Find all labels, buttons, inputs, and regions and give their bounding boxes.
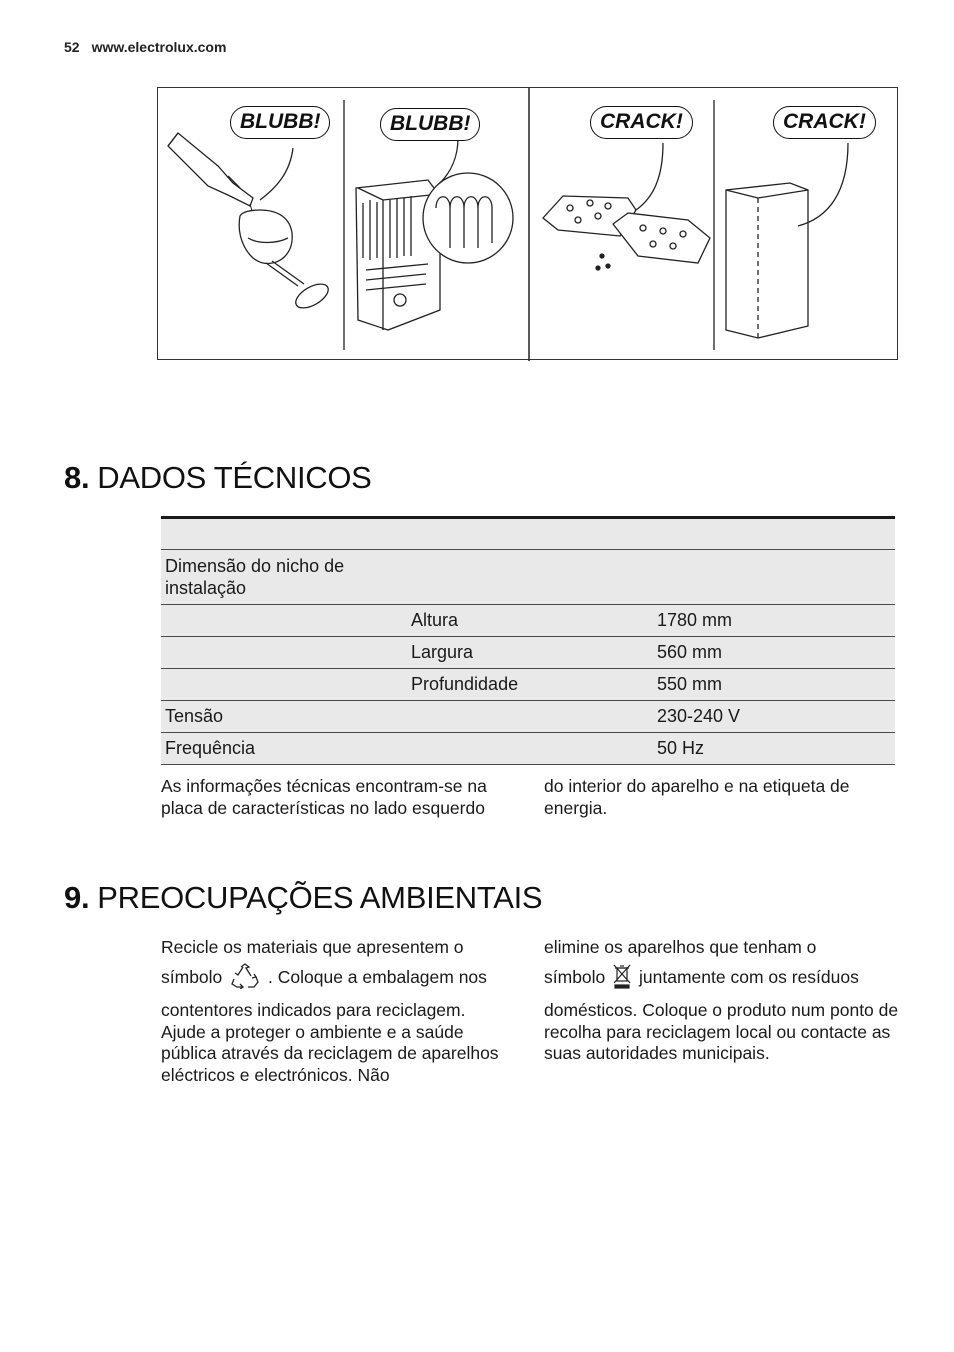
page-header (64, 39, 226, 55)
table-row (161, 550, 895, 605)
crossed-bin-icon (613, 963, 631, 995)
env-col1-line1: Recicle os materiais que apresentem o (161, 937, 464, 957)
row-sub (407, 733, 653, 765)
table-row (161, 605, 895, 637)
row-sub: Altura (407, 605, 653, 637)
env-col1-line2 (161, 963, 511, 995)
env-col2-line2 (544, 963, 899, 995)
section-8-heading (64, 460, 372, 496)
section-9-heading (64, 880, 542, 916)
env-col2-line1: elimine os aparelhos que tenham o (544, 937, 817, 957)
sound-bubble-3: CRACK! (590, 106, 693, 139)
website-link[interactable]: www.electrolux.com (91, 39, 227, 55)
row-label (161, 669, 407, 701)
env-text-col1 (161, 937, 511, 1086)
row-label: Dimensão do nicho de instalação (161, 550, 407, 605)
recycle-icon (230, 963, 260, 995)
tech-note-col2: do interior do aparelho e na etiqueta de energia. (544, 776, 850, 818)
row-sub: Profundidade (407, 669, 653, 701)
row-value: 230-240 V (653, 701, 895, 733)
table-row (161, 637, 895, 669)
env-col1-rest: contentores indicados para reciclagem. Ajude a proteger o ambiente e a saúde pública através da reciclagem de aparelhos eléctricos e electrónicos. Não (161, 1000, 499, 1085)
section-9-number: 9. (64, 880, 90, 915)
sound-bubble-1: BLUBB! (230, 106, 330, 139)
noise-illustration (157, 87, 898, 360)
env-col2-before-icon: símbolo (544, 966, 606, 987)
table-row (161, 733, 895, 765)
table-row (161, 669, 895, 701)
row-label: Tensão (161, 701, 407, 733)
technical-data-table (161, 516, 895, 765)
row-value: 50 Hz (653, 733, 895, 765)
table-header-row (161, 518, 895, 550)
ice-tray-crack-illustration (543, 143, 710, 270)
row-sub (407, 550, 653, 605)
section-8-title: DADOS TÉCNICOS (97, 460, 372, 495)
row-label (161, 605, 407, 637)
row-sub (407, 701, 653, 733)
env-col1-after-icon: . Coloque a embalagem nos (268, 966, 487, 987)
tech-note-col1: As informações técnicas encontram-se na placa de características no lado esquerdo (161, 776, 487, 818)
section-8-number: 8. (64, 460, 90, 495)
section-9-title: PREOCUPAÇÕES AMBIENTAIS (97, 880, 543, 915)
sound-bubble-4: CRACK! (773, 106, 876, 139)
env-col2-after-icon: juntamente com os resíduos (639, 966, 859, 987)
row-value: 1780 mm (653, 605, 895, 637)
row-value: 550 mm (653, 669, 895, 701)
row-value: 560 mm (653, 637, 895, 669)
env-text-col2 (544, 937, 899, 1065)
row-label (161, 637, 407, 669)
row-value (653, 550, 895, 605)
sound-bubble-2: BLUBB! (380, 108, 480, 141)
env-col2-rest: domésticos. Coloque o produto num ponto de recolha para reciclagem local ou contacte as suas autoridades municipais. (544, 1000, 899, 1063)
page-number: 52 (64, 39, 80, 55)
wine-pour-illustration (168, 133, 332, 313)
table-row (161, 701, 895, 733)
row-label: Frequência (161, 733, 407, 765)
fridge-cabinet-illustration (726, 143, 848, 338)
row-sub: Largura (407, 637, 653, 669)
fridge-coil-illustration (356, 138, 513, 330)
env-col1-before-icon: símbolo (161, 966, 223, 987)
